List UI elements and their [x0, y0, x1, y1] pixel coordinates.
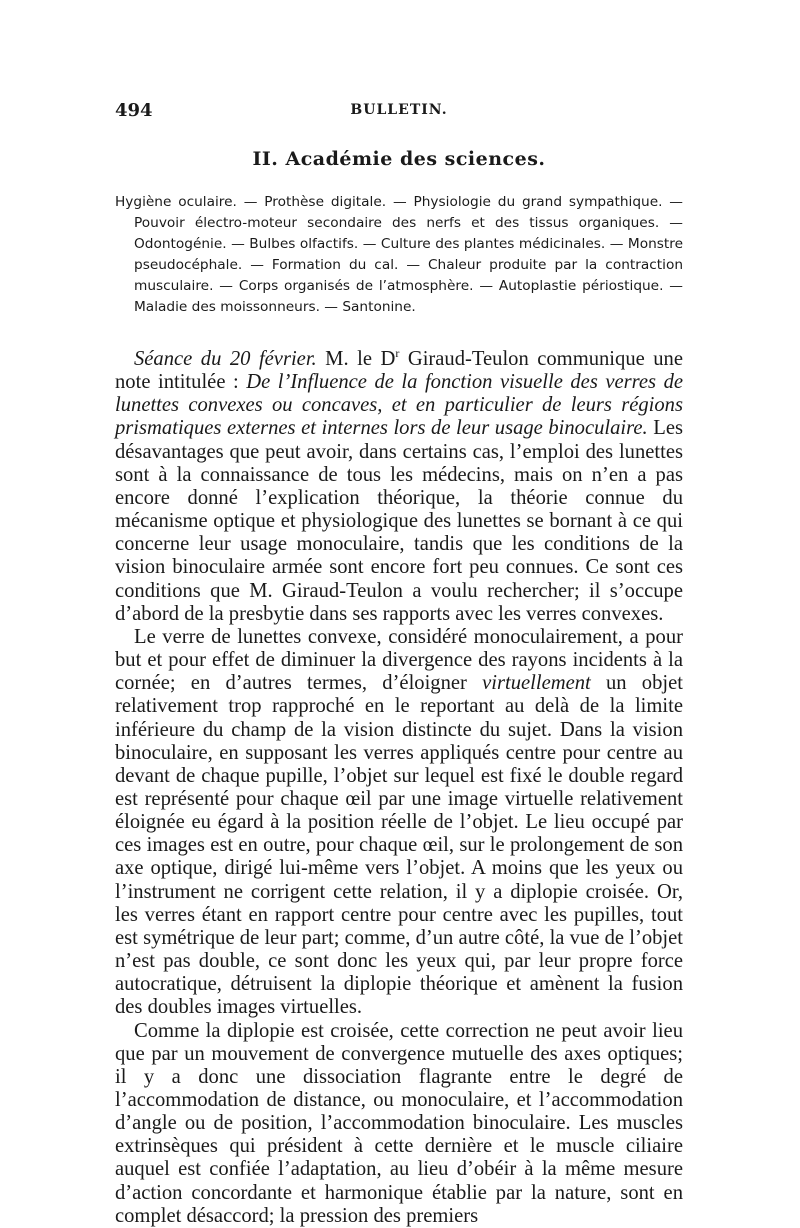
paragraph-1-lead-cont: Giraud-Teulon communique une note intitulée : — [115, 348, 683, 394]
paragraph-2 — [115, 626, 683, 1020]
section-summary: Hygiène oculaire. — Prothèse digitale. — Physiologie du grand sympathique. — Pouvoir électro-moteur secondaire des nerfs et des tissus organiques. — Odontogénie. — Bulbes olfactifs. — Culture des plantes médicinales. — Monstre pseudocéphale. — Formation du cal. — Chaleur produite par la contraction musculaire. — Corps organisés de l’atmosphère. — Autoplastie périostique. — Maladie des moissonneurs. — Santonine. — [115, 194, 683, 315]
paragraph-1 — [115, 348, 683, 626]
paragraph-3: Comme la diplopie est croisée, cette correction ne peut avoir lieu que par un mouvement de convergence mutuelle des axes optiques; il y a donc une dissociation flagrante entre le degré de l’accommodation de distance, ou monoculaire, et l’accommodation d’angle ou de position, l’accommodation binoculaire. Les muscles extrinsèques qui président à cette dernière et le muscle ciliaire auquel est confiée l’adaptation, au lieu d’obéir à la même mesure d’action concordante et harmonique établie par la nature, sont en complet désaccord; la pression des premiers — [115, 1019, 683, 1227]
paragraph-2-part2: un objet relativement trop rapproché en le reportant au delà de la limite inférieure du champ de la vision distincte du sujet. Dans la vision binoculaire, en supposant les verres appliqués centre pour centre au devant de chaque pupille, l’objet sur lequel est fixé le double regard est représenté pour chaque œil par une image virtuelle relativement éloignée eu égard à la position réelle de l’objet. Le lieu occupé par ces images est en outre, pour chaque œil, sur le prolongement de son axe optique, dirigé lui-même vers l’objet. A moins que les yeux ou l’instrument ne corrigent cette relation, il y a diplopie croisée. Or, les verres étant en rapport centre pour centre avec les pupilles, tout est symétrique de leur part; comme, d’un autre côté, la vue de l’objet n’est pas double, ce sont donc les yeux qui, par leur propre force autocratique, détruisent la diplopie théorique et amènent la fusion des doubles images virtuelles. — [115, 672, 683, 1019]
running-head — [115, 100, 683, 122]
session-dateline: Séance du 20 février. — [134, 348, 317, 370]
paragraph-2-part1: Le verre de lunettes convexe, considéré monoculairement, a pour but et pour effet de diminuer la divergence des rayons incidents à la cornée; en d’autres termes, d’éloigner — [115, 625, 683, 695]
journal-title: BULLETIN. — [350, 102, 448, 118]
paragraph-1-rest: Les désavantages que peut avoir, dans certains cas, l’emploi des lunettes sont à la connaissance de tous les médecins, mais on n’en a pas encore donné l’explication théorique, la théorie connue du mécanisme optique et physiologique des lunettes se bornant à ce qui concerne leur usage monoculaire, tandis que les conditions de la vision binoculaire armée sont encore fort peu connues. Ce sont ces conditions que M. Giraud-Teulon a voulu rechercher; il s’occupe d’abord de la presbytie dans ses rapports avec les verres convexes. — [115, 417, 683, 625]
section-title: II. Académie des sciences. — [252, 148, 546, 170]
emphasis-virtuellement: virtuellement — [482, 672, 591, 695]
note-title: De l’Influence de la fonction visuelle des verres de lunettes convexes ou concaves, et en particulier de leurs régions prismatiques externes et internes lors de leur usage binoculaire. — [115, 371, 684, 440]
book-page — [115, 100, 683, 1228]
page-number: 494 — [115, 100, 153, 121]
paragraph-1-lead: M. le D — [316, 348, 396, 370]
doctor-superscript: r — [395, 346, 400, 361]
